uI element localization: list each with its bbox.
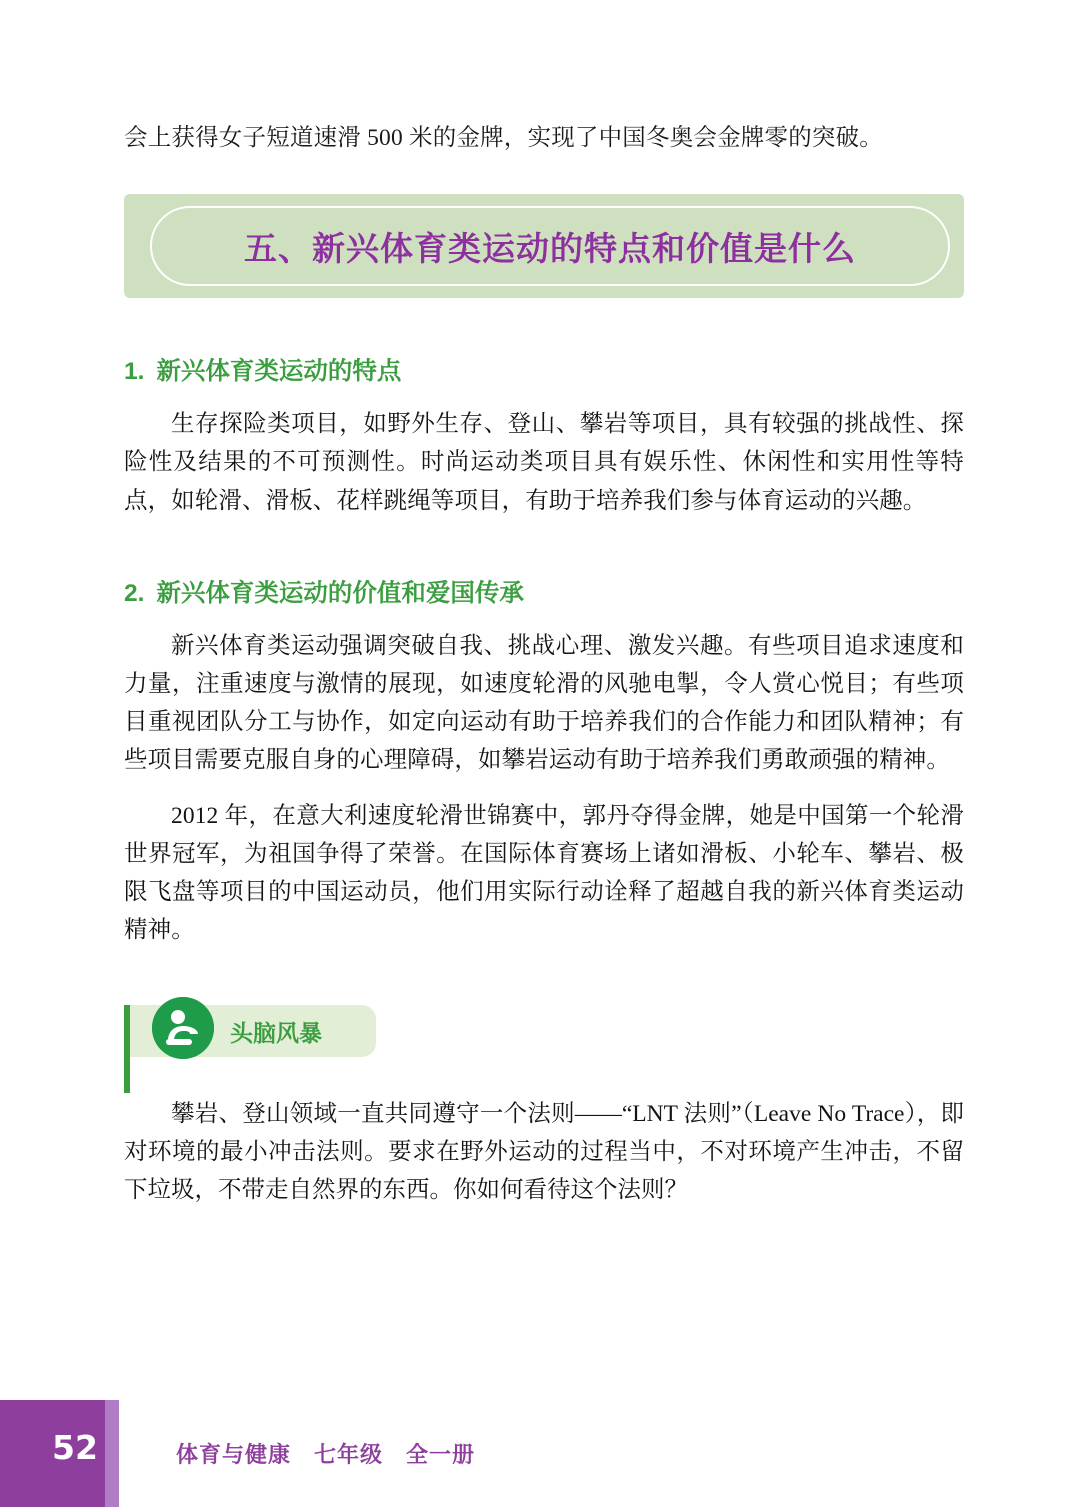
subsection-2-paragraph-1: 新兴体育类运动强调突破自我、挑战心理、激发兴趣。有些项目追求速度和力量，注重速度与激情的展现，如速度轮滑的风驰电掣，令人赏心悦目；有些项目重视团队分工与协作，如定向运动有助于培养我们的合作能力和团队精神；有些项目需要克服自身的心理障碍，如攀岩运动有助于培养我们勇敢顽强的精神。 <box>124 632 964 773</box>
section-banner-frame <box>150 206 950 286</box>
subheading-1-number: 1. <box>124 358 145 386</box>
subheading-1-label: 新兴体育类运动的特点 <box>156 356 402 386</box>
page-footer <box>0 1400 1088 1507</box>
subsection-2-paragraph-2: 2012 年，在意大利速度轮滑世锦赛中，郭丹夺得金牌，她是中国第一个轮滑世界冠军，为祖国争得了荣誉。在国际体育赛场上诸如滑板、小轮车、攀岩、极限飞盘等项目的中国运动员，他们用实际行动诠释了超越自我的新兴体育类运动精神。 <box>124 802 964 944</box>
subheading-2-label: 新兴体育类运动的价值和爱国传承 <box>156 577 524 607</box>
intro-paragraph: 会上获得女子短道速滑 500 米的金牌，实现了中国冬奥会金牌零的突破。 <box>124 125 883 151</box>
brainstorm-header <box>124 993 964 1069</box>
section-title: 五、新兴体育类运动的特点和价值是什么 <box>244 228 856 268</box>
page-number: 52 <box>52 1428 98 1467</box>
person-idea-icon <box>152 997 214 1059</box>
brainstorm-label: 头脑风暴 <box>230 1021 322 1048</box>
brainstorm-paragraph: 攀岩、登山领域一直共同遵守一个法则——“LNT 法则”（Leave No Trace），即对环境的最小冲击法则。要求在野外运动的过程当中，不对环境产生冲击，不留下垃圾，不带走自然界的东西。你如何看待这个法则？ <box>124 1101 964 1204</box>
subsection-1-paragraph-1: 生存探险类项目，如野外生存、登山、攀岩等项目，具有较强的挑战性、探险性及结果的不可预测性。时尚运动类项目具有娱乐性、休闲性和实用性等特点，如轮滑、滑板、花样跳绳等项目，有助于培养我们参与体育运动的兴趣。 <box>124 411 964 514</box>
page-content <box>124 0 964 1209</box>
subheading-1 <box>124 352 964 387</box>
footer-book-title: 体育与健康 七年级 全一册 <box>176 1443 476 1468</box>
subheading-2 <box>124 574 964 609</box>
subheading-2-number: 2. <box>124 579 145 607</box>
section-banner <box>124 194 964 298</box>
brainstorm-left-strip <box>124 1005 130 1093</box>
